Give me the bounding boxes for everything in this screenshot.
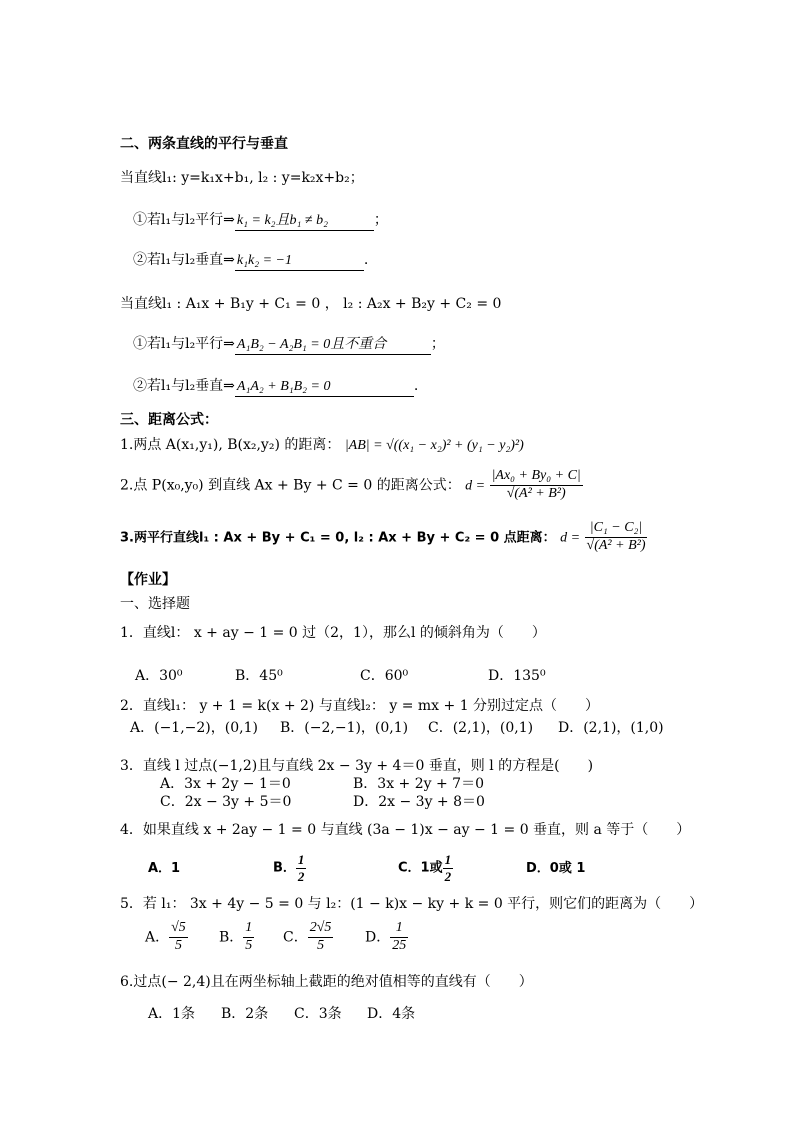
q4-option-c-numerator: 1 [444,852,452,867]
q1-option-c: C．60⁰ [360,668,409,684]
case2-perp-suffix: . [413,378,419,394]
question-2-options [130,720,664,737]
section-heading-distance-formulas: 三、距离公式： [120,412,218,428]
q4-option-c [398,852,526,884]
q5-option-c-fraction [308,920,334,955]
q4-option-d: D．0或 1 [526,860,586,876]
q2-option-a: A．(−1,−2)，(0,1) [130,720,258,736]
question-4-options [148,852,585,884]
q4-option-b-denominator: 2 [297,868,305,884]
question-2-stem: 2．直线l₁： y + 1 = k(x + 2) 与直线l₂： y = mx + 1 分别过定点（ ） [120,698,600,714]
q5-option-c-numerator: 2√5 [308,920,334,938]
case1-perp-prefix: ②若l₁与l₂垂直⇒ [133,252,235,268]
q1-option-b: B．45⁰ [235,668,283,684]
q3-option-d: D．2x − 3y + 8＝0 [353,794,485,810]
q4-option-b-fraction [296,852,307,884]
q4-option-a: A．1 [148,860,181,876]
case1-parallel-row [133,212,388,231]
q4-option-b-prefix: B． [273,860,296,876]
formula2-fraction [490,468,583,503]
q5-option-a-prefix: A． [145,929,170,946]
case1-parallel-prefix: ①若l₁与l₂平行⇒ [133,212,235,228]
case1-perpendicular-row [133,252,368,271]
q5-option-b-numerator: 1 [243,920,254,938]
question-6-options [148,1006,415,1023]
question-1-options [135,668,546,685]
q2-option-d: D．(2,1)，(1,0) [558,720,664,736]
q5-option-b-denominator: 5 [245,937,253,953]
q1-option-d: D．135⁰ [488,668,546,684]
formula2-d: d = [465,478,486,494]
formula3-text: 3.两平行直线l₁ : Ax + By + C₁ = 0, l₂ : Ax + By + C₂ = 0 点距离： [120,530,556,546]
q5-option-a-numerator: √5 [169,920,188,938]
q4-option-c-fraction [443,852,454,884]
q5-option-d-numerator: 1 [390,920,408,938]
case2-parallel-answer-blank: A₁B₂ − A₂B₁ = 0且不重合 [235,337,431,355]
case2-perp-prefix: ②若l₁与l₂垂直⇒ [133,378,235,394]
q5-option-d-fraction [390,920,408,955]
case1-perp-answer-blank: k₁k₂ = −1 [235,253,364,271]
question-3-options-row2 [160,794,485,811]
case2-perp-answer-blank: A₁A₂ + B₁B₂ = 0 [235,379,414,397]
question-4-stem: 4．如果直线 x + 2ay − 1 = 0 与直线 (3a − 1)x − ay − 1 = 0 垂直，则 a 等于（ ） [120,822,691,838]
formula3-numerator: |C₁ − C₂| [585,520,648,538]
q2-option-c: C．(2,1)，(0,1) [428,720,534,736]
q5-option-b-fraction [243,920,254,955]
q6-option-b: B．2条 [221,1006,269,1022]
section-heading-parallel-perpendicular: 二、两条直线的平行与垂直 [120,136,288,152]
q5-option-d [365,920,408,955]
case1-parallel-answer-blank: k₁ = k₂且b₁ ≠ b₂ [235,213,374,231]
q5-option-a-denominator: 5 [174,937,182,953]
question-5-stem: 5．若 l₁： 3x + 4y − 5 = 0 与 l₂：(1 − k)x − ky + k = 0 平行，则它们的距离为（ ） [120,896,704,912]
q3-option-a: A．3x + 2y − 1＝0 [160,776,291,792]
case2-perpendicular-row [133,378,418,397]
q5-option-c [283,920,365,955]
q4-option-b [273,852,398,884]
question-3-stem: 3．直线 l 过点(−1,2)且与直线 2x − 3y + 4＝0 垂直，则 l 的方程是( ) [120,758,594,774]
formula3-denominator: √(A² + B²) [586,537,646,553]
q4-option-c-denominator: 2 [444,868,452,884]
q3-option-c: C．2x − 3y + 5＝0 [160,794,292,810]
case1-parallel-suffix: ； [373,212,388,228]
formula1-text: 1.两点 A(x₁,y₁), B(x₂,y₂) 的距离： [120,437,341,453]
case2-parallel-suffix: ； [430,336,445,352]
q6-option-d: D．4条 [367,1006,416,1022]
q6-option-a: A．1条 [148,1006,196,1022]
q5-option-b-prefix: B． [219,929,244,946]
q5-option-d-denominator: 25 [392,937,407,953]
formula2-numerator: |Ax₀ + By₀ + C| [490,468,583,486]
formula2-text: 2.点 P(x₀,y₀) 到直线 Ax + By + C = 0 的距离公式： [120,477,461,494]
formula3-fraction [585,520,648,555]
question-3-options-row1 [160,776,484,793]
q5-option-c-prefix: C． [283,929,308,946]
formula1-expression: |AB| = √((x₁ − x₂)² + (y₁ − y₂)²) [344,438,524,453]
case2-parallel-prefix: ①若l₁与l₂平行⇒ [133,336,235,352]
question-1-stem: 1．直线l： x + ay − 1 = 0 过（2，1），那么l 的倾斜角为（ ） [120,625,546,641]
question-5-options [145,920,408,955]
formula-two-point-distance [120,437,524,455]
q4-option-b-numerator: 1 [297,852,305,867]
q5-option-d-prefix: D． [365,929,391,946]
formula3-d: d = [560,530,581,546]
homework-heading: 【作业】 [120,572,176,588]
formula-point-line-distance [120,468,583,503]
q4-option-c-prefix: C．1或 [398,860,443,876]
q5-option-a [145,920,219,955]
q5-option-a-fraction [169,920,188,955]
formula2-denominator: √(A² + B²) [506,485,566,501]
q3-option-b: B．3x + 2y + 7＝0 [353,776,484,792]
case1-perp-suffix: . [363,252,369,268]
q2-option-b: B．(−2,−1)，(0,1) [280,720,409,736]
q5-option-b [219,920,283,955]
case2-parallel-row [133,336,445,355]
formula-parallel-lines-distance [120,520,647,555]
q1-option-a: A．30⁰ [135,668,183,684]
q6-option-c: C．3条 [294,1006,342,1022]
case2-intro: 当直线l₁ : A₁x + B₁y + C₁ = 0 ， l₂ : A₂x + B₂y + C₂ = 0 [120,296,502,312]
q5-option-c-denominator: 5 [317,937,325,953]
question-6-stem: 6.过点(− 2,4)且在两坐标轴上截距的绝对值相等的直线有（ ） [120,974,533,990]
homework-subheading: 一、选择题 [120,596,190,612]
case1-intro: 当直线l₁: y=k₁x+b₁, l₂ : y=k₂x+b₂； [120,170,364,186]
